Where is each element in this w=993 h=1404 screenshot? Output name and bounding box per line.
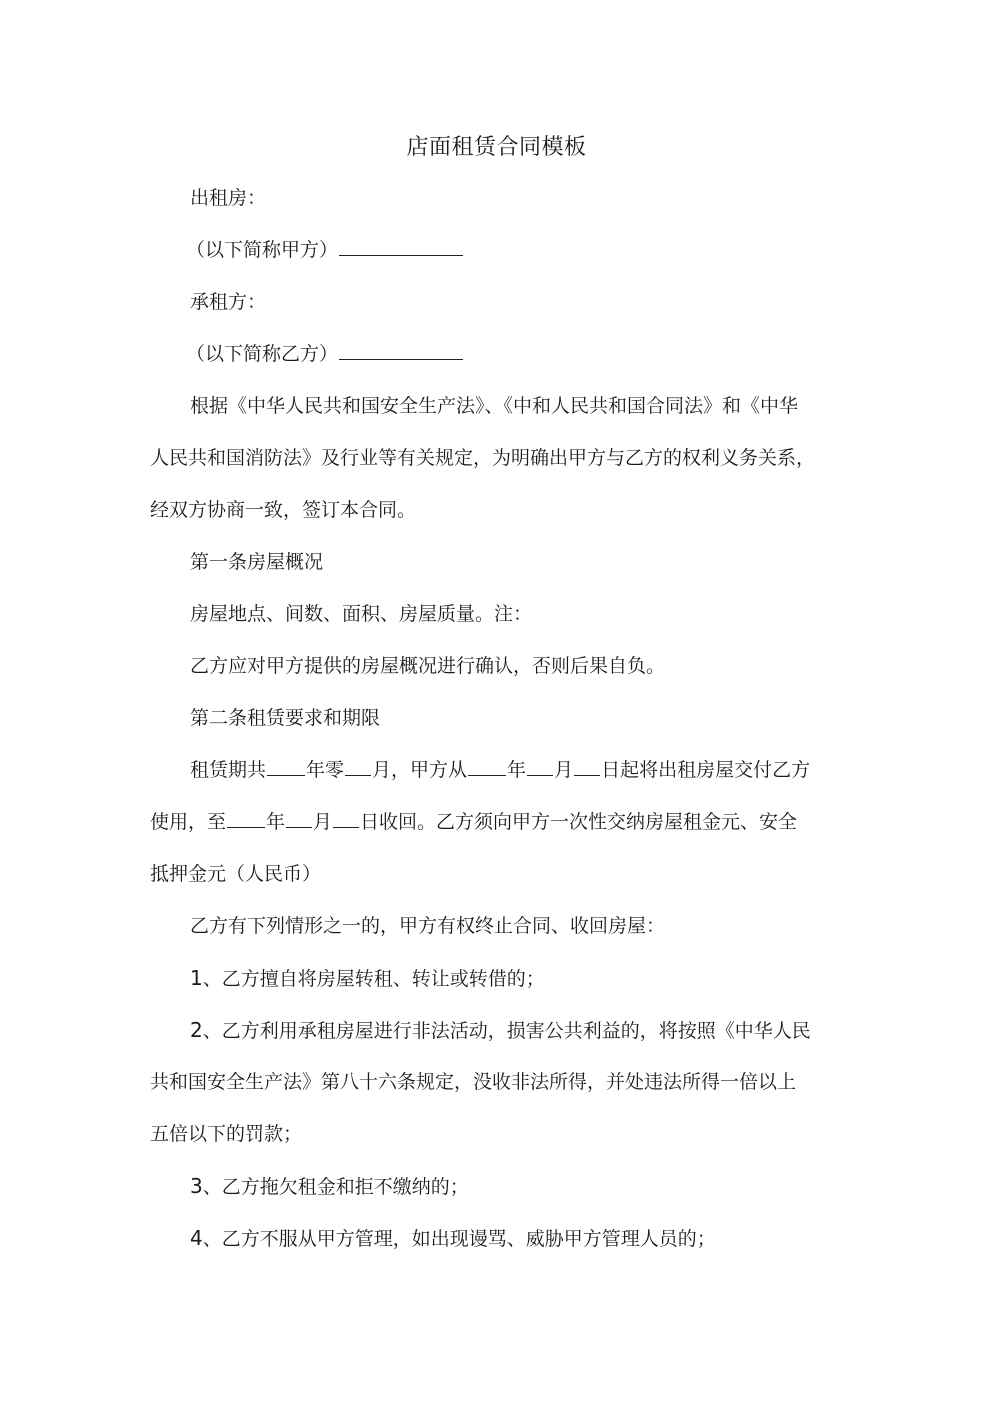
term-months-blank[interactable] bbox=[345, 757, 371, 776]
preamble-line-3: 经双方协商一致，签订本合同。 bbox=[150, 499, 417, 521]
end-year-blank[interactable] bbox=[227, 809, 265, 828]
article2-heading: 第二条租赁要求和期限 bbox=[190, 707, 381, 729]
list-item-2-cont-1: 共和国安全生产法》第八十六条规定，没收非法所得，并处违法所得一倍以上 bbox=[150, 1071, 797, 1093]
party-a-note: （以下简称甲方） bbox=[186, 239, 339, 261]
term-text: 月，甲方从 bbox=[372, 759, 468, 781]
list-item-1 bbox=[190, 964, 545, 993]
term-text: 月 bbox=[313, 811, 333, 833]
party-a-blank[interactable] bbox=[339, 237, 463, 256]
list-text: 、乙方拖欠租金和拒不缴纳的； bbox=[202, 1176, 469, 1198]
term-years-blank[interactable] bbox=[267, 757, 305, 776]
list-item-2 bbox=[190, 1016, 811, 1045]
term-text: 年 bbox=[266, 811, 286, 833]
preamble-line-2: 人民共和国消防法》及行业等有关规定，为明确出甲方与乙方的权利义务关系， bbox=[150, 447, 816, 469]
list-text: 、乙方不服从甲方管理，如出现谩骂、威胁甲方管理人员的； bbox=[202, 1228, 716, 1250]
lessee-label: 承租方： bbox=[190, 291, 267, 313]
term-text: 月 bbox=[554, 759, 574, 781]
lease-term-line-1 bbox=[190, 756, 810, 784]
article1-heading: 第一条房屋概况 bbox=[190, 551, 324, 573]
term-text: 年 bbox=[507, 759, 527, 781]
lease-term-line-3: 抵押金元（人民币） bbox=[150, 863, 322, 885]
list-item-4 bbox=[190, 1224, 716, 1253]
party-b-line bbox=[186, 340, 464, 368]
end-month-blank[interactable] bbox=[286, 809, 312, 828]
list-item-3 bbox=[190, 1172, 469, 1201]
party-a-line bbox=[186, 236, 464, 264]
term-text: 日收回。乙方须向甲方一次性交纳房屋租金元、安全 bbox=[360, 811, 798, 833]
lessor-label: 出租房： bbox=[190, 187, 267, 209]
party-b-blank[interactable] bbox=[339, 341, 463, 360]
start-year-blank[interactable] bbox=[468, 757, 506, 776]
end-day-blank[interactable] bbox=[333, 809, 359, 828]
list-text: 、乙方利用承租房屋进行非法活动，损害公共利益的，将按照《中华人民 bbox=[202, 1020, 811, 1042]
list-number: 4 bbox=[190, 1226, 203, 1250]
article1-line-2: 乙方应对甲方提供的房屋概况进行确认，否则后果自负。 bbox=[190, 655, 666, 677]
termination-intro: 乙方有下列情形之一的，甲方有权终止合同、收回房屋： bbox=[190, 915, 666, 937]
lease-term-line-2 bbox=[150, 808, 797, 836]
start-month-blank[interactable] bbox=[527, 757, 553, 776]
start-day-blank[interactable] bbox=[574, 757, 600, 776]
term-text: 租赁期共 bbox=[190, 759, 267, 781]
list-item-2-cont-2: 五倍以下的罚款； bbox=[150, 1123, 303, 1145]
preamble-line-1: 根据《中华人民共和国安全生产法》、《中和人民共和国合同法》和《中华 bbox=[190, 395, 799, 417]
term-text: 日起将出租房屋交付乙方 bbox=[601, 759, 811, 781]
document-title: 店面租赁合同模板 bbox=[406, 135, 587, 160]
list-number: 1 bbox=[190, 966, 203, 990]
article1-line-1: 房屋地点、间数、面积、房屋质量。注： bbox=[190, 603, 533, 625]
list-number: 2 bbox=[190, 1018, 203, 1042]
list-text: 、乙方擅自将房屋转租、转让或转借的； bbox=[202, 968, 545, 990]
list-number: 3 bbox=[190, 1174, 203, 1198]
party-b-note: （以下简称乙方） bbox=[186, 343, 339, 365]
term-text: 年零 bbox=[306, 759, 345, 781]
term-text: 使用，至 bbox=[150, 811, 227, 833]
